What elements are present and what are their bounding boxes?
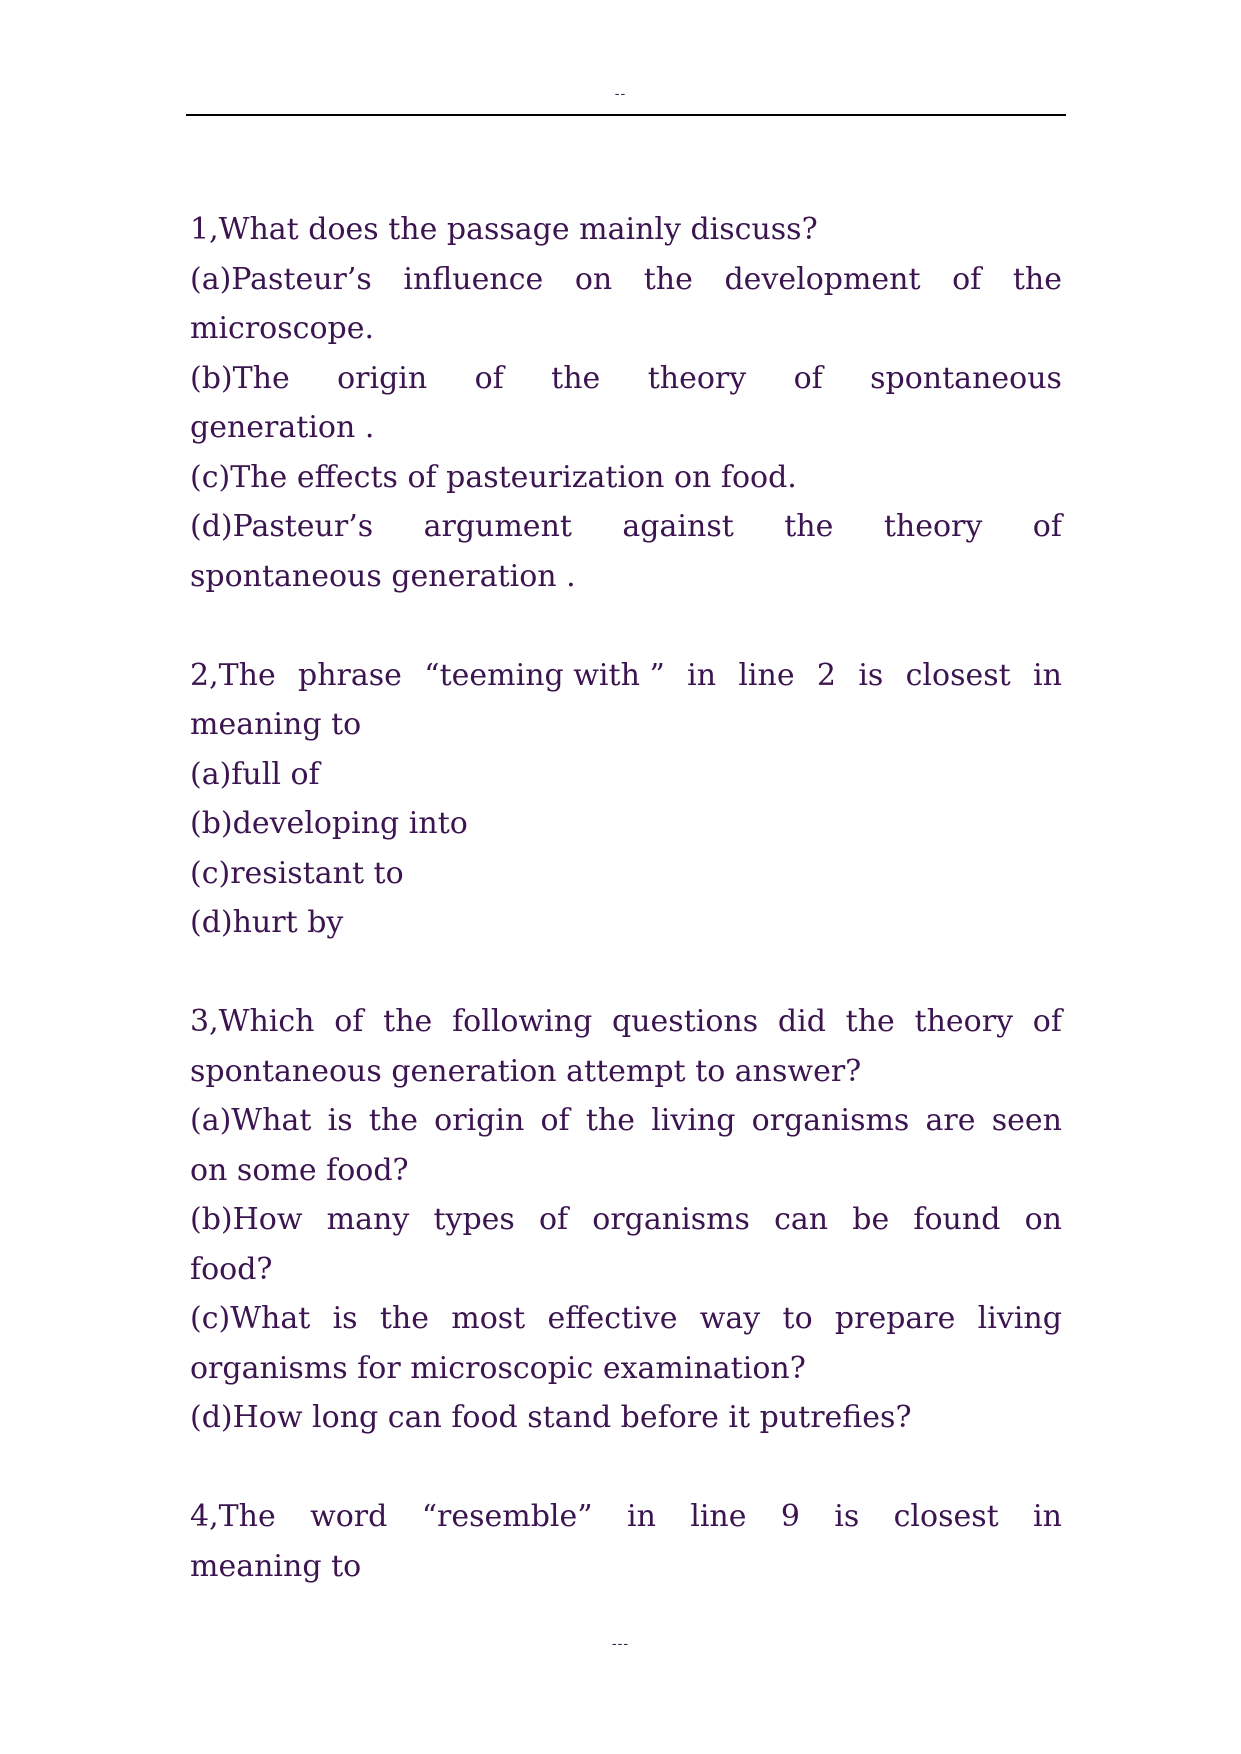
word: of [334, 1004, 364, 1039]
word: many [326, 1202, 410, 1237]
word: (a)What [190, 1103, 312, 1138]
question-3-option-a-line1 [190, 1096, 1062, 1146]
word: on [1024, 1202, 1062, 1237]
word: in [626, 1499, 656, 1534]
word: 9 [780, 1499, 800, 1534]
question-1-option-b-line2: generation . [190, 410, 375, 445]
word: did [777, 1004, 826, 1039]
word: “resemble” [421, 1499, 593, 1534]
word: the [379, 1301, 429, 1336]
word: effective [547, 1301, 678, 1336]
word: of [793, 360, 823, 396]
question-1-stem: 1,What does the passage mainly discuss? [190, 212, 818, 247]
header-mark: -- [614, 86, 627, 102]
question-4-stem-line1 [190, 1492, 1062, 1542]
header-rule [186, 114, 1066, 116]
word: the [784, 509, 834, 544]
word: the [383, 1004, 433, 1039]
question-3-option-c-line2: organisms for microscopic examination? [190, 1350, 806, 1386]
word: line [738, 657, 795, 693]
word: 2 [816, 657, 836, 693]
word: closest [905, 657, 1011, 693]
question-3-option-b-line2: food? [190, 1251, 273, 1287]
word: development [724, 261, 921, 297]
word: theory [647, 360, 747, 396]
question-3-stem-line1 [190, 997, 1062, 1047]
word: spontaneous [870, 360, 1062, 396]
word: in [1033, 1499, 1062, 1534]
word: the [845, 1004, 895, 1039]
question-2-option-a: (a)full of [190, 756, 320, 792]
word: phrase [298, 657, 402, 693]
word: in [687, 657, 717, 693]
word: “teeming with ” [424, 657, 665, 693]
spacer [190, 948, 1062, 998]
word: of [1032, 509, 1062, 544]
question-list [190, 205, 1062, 1591]
word: word [310, 1499, 388, 1534]
word: is [834, 1499, 860, 1534]
word: in [1033, 657, 1062, 693]
question-1-option-d-line2: spontaneous generation . [190, 558, 576, 594]
word: origin [337, 360, 428, 396]
question-1-option-c: (c)The effects of pasteurization on food. [190, 459, 797, 495]
word: seen [991, 1103, 1062, 1138]
word: way [699, 1301, 761, 1336]
word: organisms [751, 1103, 910, 1138]
word: organisms [592, 1202, 750, 1237]
word: of [474, 360, 504, 396]
word: theory [914, 1004, 1014, 1039]
word: origin [434, 1103, 525, 1138]
question-3-option-b-line1 [190, 1195, 1062, 1245]
word: (c)What [190, 1301, 311, 1336]
word: theory [883, 509, 983, 544]
question-4-stem-line2: meaning to [190, 1548, 362, 1584]
question-1-option-b-line1 [190, 354, 1062, 404]
word: against [622, 509, 734, 544]
word: living [977, 1301, 1062, 1336]
word: the [643, 261, 693, 297]
word: found [913, 1202, 1001, 1237]
question-1-option-a-line1 [190, 255, 1062, 305]
word: can [774, 1202, 829, 1237]
question-2-option-d: (d)hurt by [190, 905, 344, 940]
question-2-stem-line2: meaning to [190, 707, 362, 742]
word: be [852, 1202, 890, 1237]
word: living [651, 1103, 736, 1138]
footer-mark: --- [611, 1636, 630, 1652]
word: (d)Pasteur’s [190, 509, 374, 544]
word: closest [893, 1499, 999, 1534]
question-3-option-a-line2: on some food? [190, 1152, 409, 1188]
word: the [368, 1103, 418, 1138]
word: (b)The [190, 360, 290, 396]
word: on [574, 261, 613, 297]
question-1-option-a-line2: microscope. [190, 311, 374, 346]
word: is [858, 657, 884, 693]
question-3-option-d: (d)How long can food stand before it putrefies? [190, 1400, 912, 1435]
word: of [538, 1202, 569, 1237]
word: to [782, 1301, 813, 1336]
word: 2,The [190, 657, 276, 693]
word: the [1012, 261, 1062, 297]
question-1-option-d-line1 [190, 502, 1062, 552]
word: 4,The [190, 1499, 276, 1534]
word: are [925, 1103, 976, 1138]
word: of [952, 261, 982, 297]
word: the [551, 360, 601, 396]
word: line [690, 1499, 747, 1534]
word: argument [423, 509, 572, 544]
word: following [452, 1004, 593, 1039]
word: influence [403, 261, 544, 297]
word: of [1032, 1004, 1062, 1039]
question-3-stem-line2: spontaneous generation attempt to answer? [190, 1053, 862, 1089]
question-3-option-c-line1 [190, 1294, 1062, 1344]
word: most [451, 1301, 526, 1336]
word: types [433, 1202, 515, 1237]
word: prepare [834, 1301, 956, 1336]
word: is [332, 1301, 358, 1336]
word: (b)How [190, 1202, 303, 1237]
word: 3,Which [190, 1004, 315, 1039]
question-2-option-b: (b)developing into [190, 806, 468, 841]
word: questions [612, 1004, 759, 1039]
spacer [190, 1443, 1062, 1493]
word: is [327, 1103, 353, 1138]
word: of [540, 1103, 570, 1138]
word: (a)Pasteur’s [190, 261, 372, 297]
question-2-stem-line1 [190, 651, 1062, 701]
question-2-option-c: (c)resistant to [190, 855, 404, 891]
spacer [190, 601, 1062, 651]
word: the [585, 1103, 635, 1138]
